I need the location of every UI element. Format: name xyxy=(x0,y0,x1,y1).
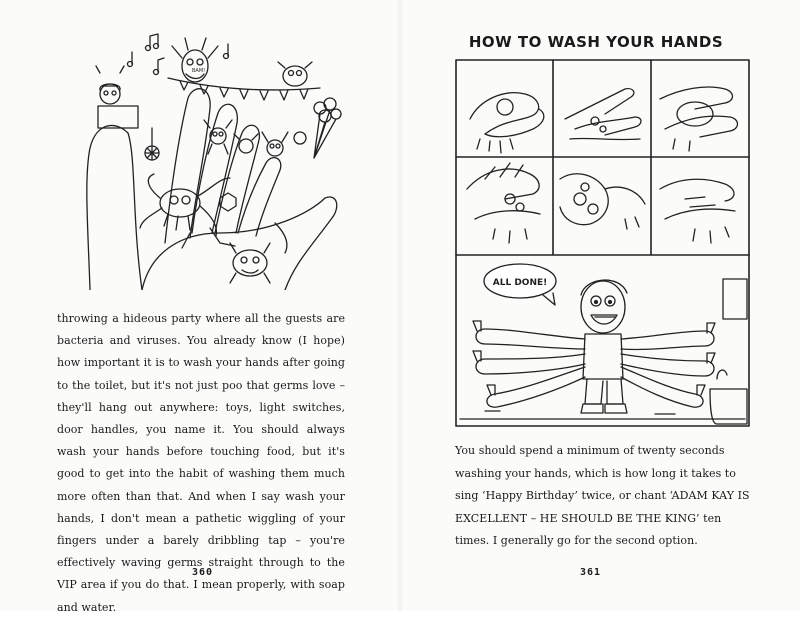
step-5-panel xyxy=(560,174,645,229)
thumbs-up-boy-panel xyxy=(460,264,747,424)
handwashing-comic xyxy=(455,59,750,427)
step-3-panel xyxy=(660,87,738,151)
germ-party-illustration xyxy=(70,28,345,290)
step-2-panel xyxy=(565,89,641,140)
step-1-panel xyxy=(470,93,544,153)
thumb-shape xyxy=(87,125,142,290)
page-number-left: 360 xyxy=(192,567,214,578)
left-paragraph: throwing a hideous party where all the guests are bacteria and viruses. You already know (I hope) how important it is to wash your hands after going to the toilet, but it's not just poo that germs love – they'll hang out anywhere: toys, light switches, door handles, you name it. You should always wash your hands before touching food, but it's good to get into the habit of washing them much more often than that. And when I say wash your hands, I don't mean a pathetic wiggling of your fingers under a barely dribbling tap – you're effectively waving germs straight through to the VIP area if you do that. I mean properly, with soap and water. xyxy=(57,312,345,614)
speech-bubble-text: ALL DONE! xyxy=(492,278,548,288)
right-page xyxy=(401,0,800,611)
page-title: HOW TO WASH YOUR HANDS xyxy=(468,33,724,51)
page-number-right: 361 xyxy=(580,567,602,578)
left-page xyxy=(0,0,399,614)
right-paragraph: You should spend a minimum of twenty seconds washing your hands, which is how long it takes to sing ‘Happy Birthday’ twice, or chant ‘ADAM KAY IS EXCELLENT – HE SHOULD BE THE KING’ ten times. I generally go for the second option. xyxy=(455,444,750,548)
right-body-text xyxy=(455,440,753,553)
step-6-panel xyxy=(660,179,735,243)
germ-label: BAM! xyxy=(192,68,206,74)
step-4-panel xyxy=(467,163,540,243)
